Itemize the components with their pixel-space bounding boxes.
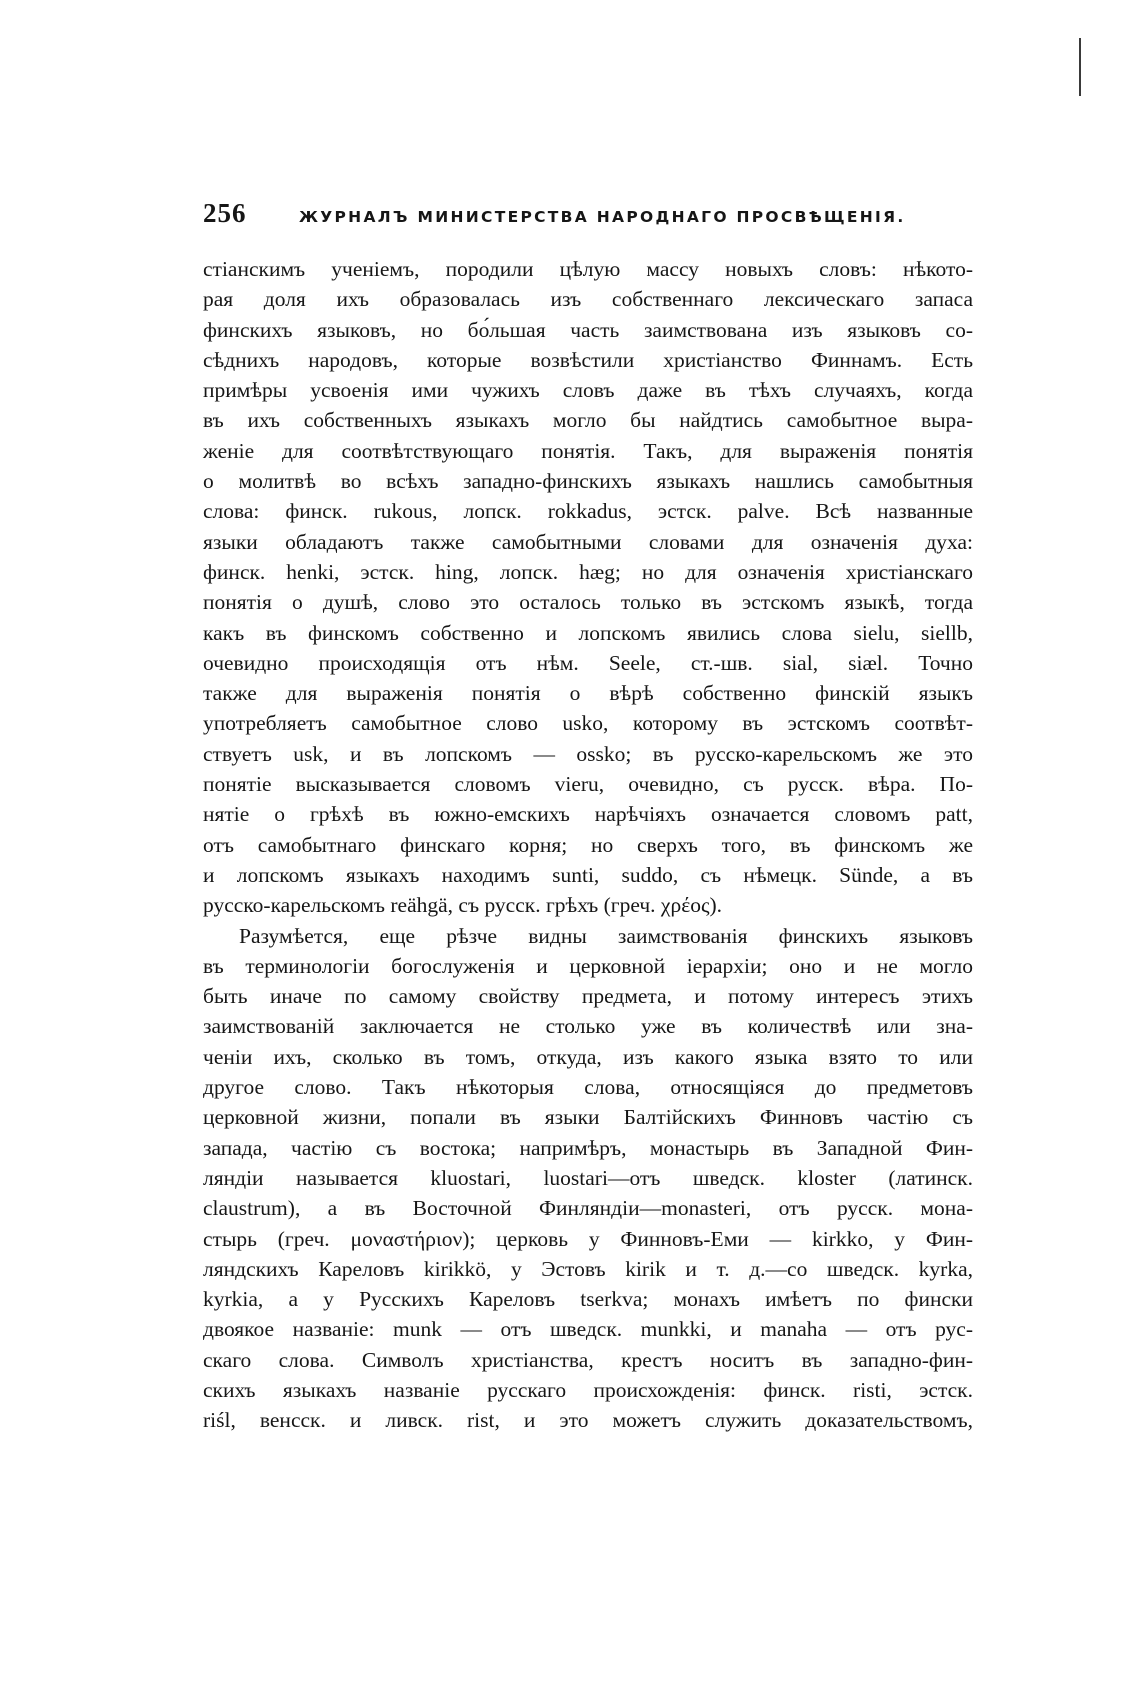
paragraph-2 [203, 921, 973, 1436]
text-line: сѣднихъ народовъ, которые возвѣстили христіанство Финнамъ. Есть [203, 347, 973, 372]
text-line: въ ихъ собственныхъ языкахъ могло бы найдтись самобытное выра- [203, 408, 973, 433]
text-line: церковной жизни, попали въ языки Балтійскихъ Финновъ частію съ [203, 1105, 973, 1130]
text-line: слова: финск. rukous, лопск. rokkadus, эстск. palve. Всѣ названные [203, 499, 973, 524]
page-number: 256 [203, 198, 247, 228]
text-line: Разумѣется, еще рѣзче видны заимствованія финскихъ языковъ [239, 923, 973, 948]
text-line: русско-карельскомъ reähgä, съ русск. грѣхъ (греч. χρέος). [203, 893, 723, 918]
text-line: примѣры усвоенія ими чужихъ словъ даже въ тѣхъ случаяхъ, когда [203, 378, 973, 403]
text-line: kyrkia, а у Русскихъ Кареловъ tserkva; монахъ имѣетъ по фински [203, 1287, 973, 1312]
text-line: стіанскимъ ученіемъ, породили цѣлую массу новыхъ словъ: нѣкото- [203, 257, 973, 281]
text-line: другое слово. Такъ нѣкоторыя слова, относящіяся до предметовъ [203, 1075, 973, 1100]
text-line: очевидно происходящія отъ нѣм. Seele, ст.-шв. sial, siæl. Точно [203, 650, 973, 675]
text-line: стырь (греч. μοναστήριον); церковь у Финновъ-Еми — kirkko, у Фин- [203, 1226, 973, 1251]
text-line: ляндіи называется kluostari, luostari—отъ шведск. kloster (латинск. [203, 1165, 973, 1190]
text-line: какъ въ финскомъ собственно и лопскомъ явились слова sielu, siellb, [203, 620, 973, 645]
text-line: заимствованій заключается не столько уже въ количествѣ или зна- [203, 1014, 973, 1039]
book-page [203, 198, 973, 1436]
text-line: ляндскихъ Кареловъ kirikkö, у Эстовъ kirik и т. д.—со шведск. kyrka, [203, 1256, 973, 1281]
text-line: также для выраженія понятія о вѣрѣ собственно финскій языкъ [203, 681, 973, 706]
text-line: скаго слова. Символъ христіанства, крестъ носитъ въ западно-фин- [203, 1347, 973, 1372]
paragraph-1 [203, 254, 973, 921]
text-line: въ терминологіи богослуженія и церковной іерархіи; оно и не могло [203, 953, 973, 978]
text-line: запада, частію съ востока; напримѣръ, монастырь въ Западной Фин- [203, 1135, 973, 1160]
text-line: рая доля ихъ образовалась изъ собственнаго лексическаго запаса [203, 287, 973, 312]
text-line: быть иначе по самому свойству предмета, и потому интересъ этихъ [203, 984, 973, 1009]
text-line: ченіи ихъ, сколько въ томъ, откуда, изъ какого языка взято то или [203, 1044, 973, 1069]
scan-edge-mark [1079, 38, 1081, 96]
text-line: финскихъ языковъ, но бо́льшая часть заимствована изъ языковъ со- [203, 317, 973, 342]
text-line: понятіе высказывается словомъ vieru, очевидно, съ русск. вѣра. По- [203, 772, 973, 797]
text-line: riśl, венсск. и ливск. rist, и это можетъ служить доказательствомъ, [203, 1408, 973, 1433]
text-line: употребляетъ самобытное слово usko, которому въ эстскомъ соотвѣт- [203, 711, 973, 736]
text-line: и лопскомъ языкахъ находимъ sunti, suddo, съ нѣмецк. Sünde, а въ [203, 862, 973, 887]
text-line: скихъ языкахъ названіе русскаго происхожденія: финск. risti, эстск. [203, 1377, 973, 1402]
journal-title: ЖУРНАЛЪ МИНИСТЕРСТВА НАРОДНАГО ПРОСВѢЩЕНІЯ. [299, 208, 906, 226]
text-line: женіе для соотвѣтствующаго понятія. Такъ, для выраженія понятія [203, 438, 973, 463]
text-line: нятіе о грѣхѣ въ южно-емскихъ нарѣчіяхъ означается словомъ patt, [203, 802, 973, 827]
running-head [203, 198, 973, 232]
text-line: о молитвѣ во всѣхъ западно-финскихъ языкахъ нашлись самобытныя [203, 469, 973, 494]
text-line: двоякое названіе: munk — отъ шведск. munkki, и manaha — отъ рус- [203, 1317, 973, 1342]
text-line: claustrum), а въ Восточной Финляндіи—monasteri, отъ русск. мона- [203, 1196, 973, 1221]
text-line: финск. henki, эстск. hing, лопск. hæg; но для означенія христіанскаго [203, 559, 973, 584]
text-line: ствуетъ usk, и въ лопскомъ — ossko; въ русско-карельскомъ же это [203, 741, 973, 766]
text-line: понятія о душѣ, слово это осталось только въ эстскомъ языкѣ, тогда [203, 590, 973, 615]
text-line: отъ самобытнаго финскаго корня; но сверхъ того, въ финскомъ же [203, 832, 973, 857]
text-line: языки обладаютъ также самобытными словами для означенія духа: [203, 529, 973, 554]
